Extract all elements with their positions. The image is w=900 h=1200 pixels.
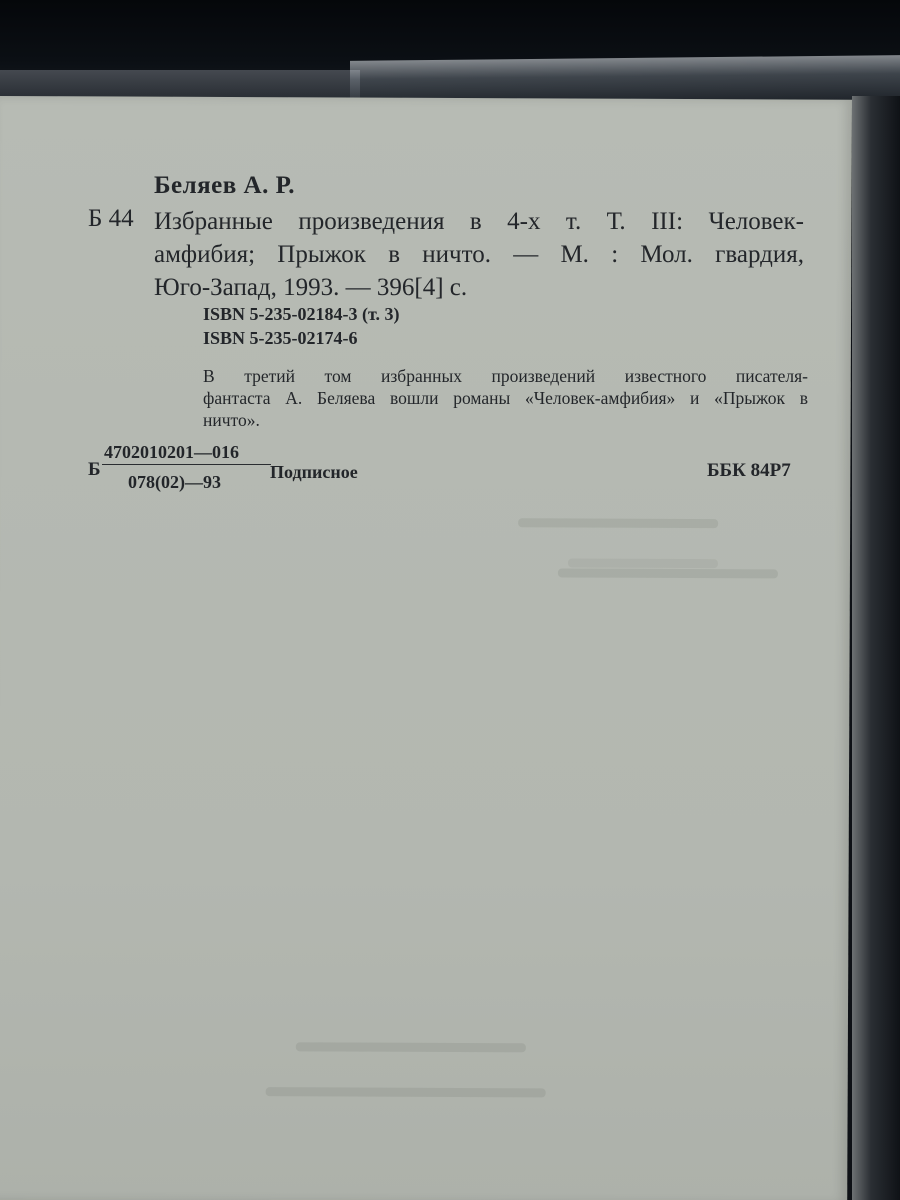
annotation xyxy=(203,365,808,431)
description-line: Юго-Запад, 1993. — 396[4] с. xyxy=(154,274,468,301)
show-through-mark xyxy=(296,1042,526,1052)
annotation-line: В третий том избранных произведений известного писателя- xyxy=(203,366,808,386)
show-through-mark xyxy=(518,518,718,528)
bbk-code: ББК 84Р7 xyxy=(707,460,791,481)
description-line: амфибия; Прыжок в ничто. — М. : Мол. гвардия, xyxy=(154,241,804,268)
bibliographic-description xyxy=(154,205,804,304)
fraction-denominator: 078(02)—93 xyxy=(128,472,221,492)
show-through-mark xyxy=(266,1087,546,1097)
isbn-set: ISBN 5-235-02174-6 xyxy=(203,328,358,348)
show-through-mark xyxy=(568,558,718,568)
isbn-block xyxy=(203,302,399,350)
fraction-letter: Б xyxy=(88,459,101,480)
subscription-label: Подписное xyxy=(270,462,358,482)
author-name: Беляев А. Р. xyxy=(154,172,295,199)
description-line: Избранные произведения в 4-х т. Т. III: Человек- xyxy=(154,208,804,235)
isbn-volume: ISBN 5-235-02184-3 (т. 3) xyxy=(203,304,400,324)
annotation-line: ничто». xyxy=(203,410,260,430)
annotation-line: фантаста А. Беляева вошли романы «Человек-амфибия» и «Прыжок в xyxy=(203,388,808,408)
fraction-numerator: 4702010201—016 xyxy=(102,442,271,465)
page-right-shadow xyxy=(852,96,900,1200)
author-index-code: Б 44 xyxy=(88,205,134,232)
show-through-mark xyxy=(558,568,778,578)
